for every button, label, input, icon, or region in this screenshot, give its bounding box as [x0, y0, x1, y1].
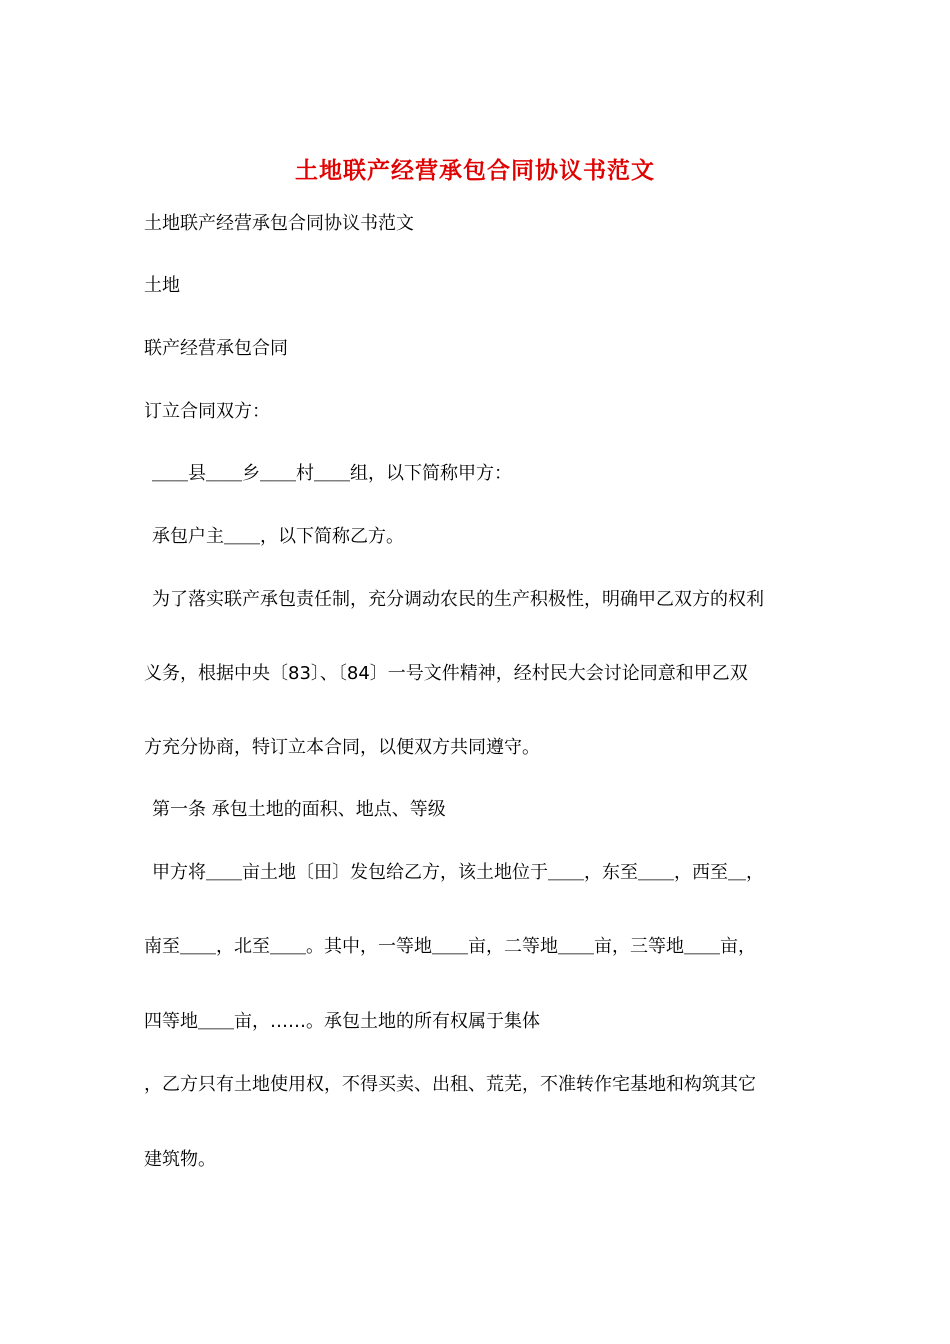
text-line-article-1-c: 四等地＿＿亩，……。承包土地的所有权属于集体	[144, 1011, 540, 1032]
text-line-subtitle: 土地联产经营承包合同协议书范文	[144, 213, 414, 234]
document-title: 土地联产经营承包合同协议书范文	[295, 157, 655, 184]
text-line-article-1-a: 甲方将＿＿亩土地〔田〕发包给乙方，该土地位于＿＿，东至＿＿，西至＿，	[152, 862, 764, 883]
text-line-article-1-b: 南至＿＿，北至＿＿。其中，一等地＿＿亩，二等地＿＿亩，三等地＿＿亩，	[144, 936, 756, 957]
text-line-contract-name: 联产经营承包合同	[144, 338, 288, 359]
text-line-party-b: 承包户主＿＿，以下简称乙方。	[152, 526, 404, 547]
text-line-article-1-heading: 第一条 承包土地的面积、地点、等级	[152, 799, 446, 820]
text-line-purpose-1: 为了落实联产承包责任制，充分调动农民的生产积极性，明确甲乙双方的权利	[152, 589, 764, 610]
text-line-article-1-d: ，乙方只有土地使用权，不得买卖、出租、荒芜，不准转作宅基地和构筑其它	[144, 1074, 756, 1095]
text-line-parties-heading: 订立合同双方：	[144, 401, 270, 422]
text-line-land: 土地	[144, 275, 180, 296]
text-line-purpose-3: 方充分协商，特订立本合同，以便双方共同遵守。	[144, 737, 540, 758]
text-line-party-a: ＿＿县＿＿乡＿＿村＿＿组，以下简称甲方：	[152, 463, 512, 484]
text-line-purpose-2: 义务，根据中央〔83〕、〔84〕一号文件精神，经村民大会讨论同意和甲乙双	[144, 663, 748, 684]
text-line-article-1-e: 建筑物。	[144, 1149, 216, 1170]
